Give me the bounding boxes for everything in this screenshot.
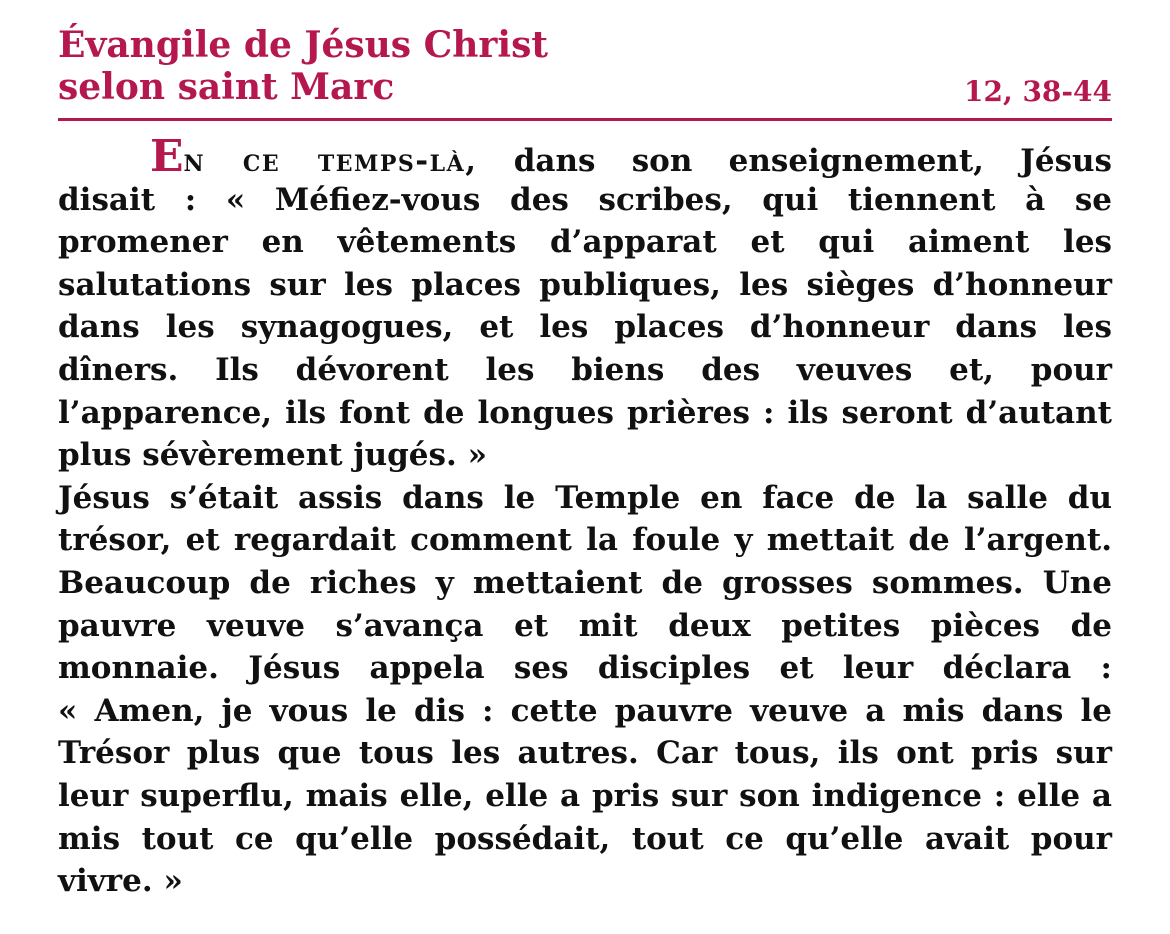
text-line: disait : « Méfiez-vous des scribes, qui tiennent à se (58, 181, 1112, 218)
text-line: trésor, et regardait comment la foule y mettait de l’argent. (58, 522, 1112, 559)
text-line: salutations sur les places publiques, les sièges d’honneur (58, 266, 1112, 303)
reading-header (58, 14, 1112, 114)
text-line: Trésor plus que tous les autres. Car tous, ils ont pris sur (58, 735, 1112, 772)
text-line: dans les synagogues, et les places d’honneur dans les (58, 309, 1112, 346)
text-line: pauvre veuve s’avança et mit deux petites pièces de (58, 607, 1112, 644)
gospel-subtitle: selon saint Marc (58, 66, 395, 108)
drop-cap-letter: E (150, 131, 184, 182)
text-line-last: vivre. » (58, 863, 183, 900)
text-line-first (58, 131, 1113, 182)
text-line: promener en vêtements d’apparat et qui aiment les (58, 224, 1112, 261)
verse-reference: 12, 38-44 (963, 75, 1112, 108)
header-divider (58, 118, 1112, 121)
reading-page (58, 14, 1113, 900)
text-line-paragraph-end: plus sévèrement jugés. » (58, 437, 487, 474)
gospel-text (58, 131, 1113, 903)
text-line: mis tout ce qu’elle possédait, tout ce qu’elle avait pour (58, 820, 1112, 857)
text-line-first-rest: dans son enseignement, Jésus (513, 143, 1113, 179)
opening-smallcaps: n ce temps-là, (183, 143, 478, 179)
text-line: dîners. Ils dévorent les biens des veuves et, pour (58, 351, 1112, 388)
text-line: Beaucoup de riches y mettaient de grosses sommes. Une (58, 564, 1112, 601)
gospel-title: Évangile de Jésus Christ (58, 24, 548, 66)
text-line: « Amen, je vous le dis : cette pauvre veuve a mis dans le (58, 692, 1112, 729)
text-line: l’apparence, ils font de longues prières : ils seront d’autant (58, 394, 1112, 431)
text-line: Jésus s’était assis dans le Temple en face de la salle du (58, 479, 1112, 516)
text-line: leur superflu, mais elle, elle a pris sur son indigence : elle a (58, 777, 1112, 814)
text-line: monnaie. Jésus appela ses disciples et leur déclara : (58, 650, 1112, 687)
